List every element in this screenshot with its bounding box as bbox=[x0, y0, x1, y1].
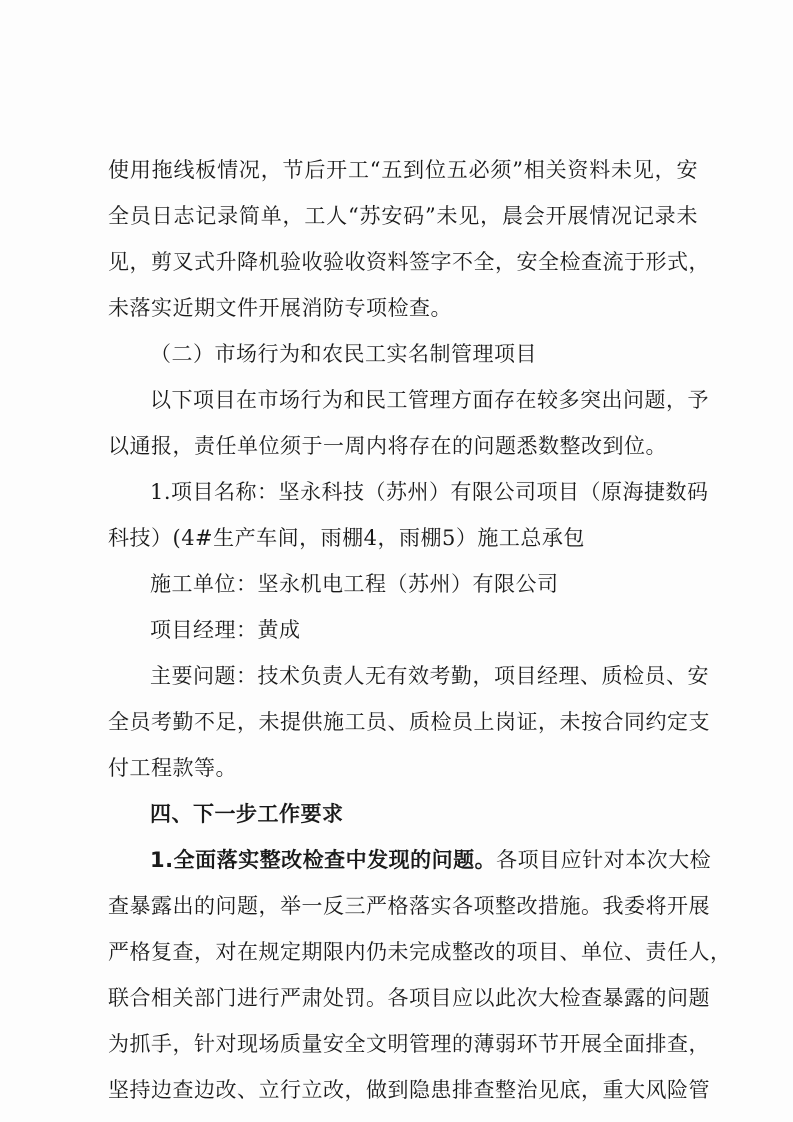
project-manager-line: 项目经理：黄成 bbox=[150, 618, 301, 642]
construction-unit-line: 施工单位：坚永机电工程（苏州）有限公司 bbox=[150, 572, 559, 596]
body-text-line: 以通报，责任单位须于一周内将存在的问题悉数整改到位。 bbox=[108, 434, 667, 458]
body-text-line: 联合相关部门进行严肃处罚。各项目应以此次大检查暴露的问题 bbox=[108, 986, 710, 1010]
main-issues-line: 主要问题：技术负责人无有效考勤，项目经理、质检员、安 bbox=[150, 664, 709, 688]
body-text-line: 全员日志记录简单，工人“苏安码”未见，晨会开展情况记录未 bbox=[108, 204, 698, 228]
body-text-line: 查暴露出的问题，举一反三严格落实各项整改措施。我委将开展 bbox=[108, 894, 710, 918]
main-issues-line: 付工程款等。 bbox=[108, 756, 237, 780]
main-issues-line: 全员考勤不足，未提供施工员、质检员上岗证，未按合同约定支 bbox=[108, 710, 710, 734]
project-name-line: 科技）(4#生产车间，雨棚4，雨棚5）施工总承包 bbox=[108, 526, 585, 550]
requirement-text: 各项目应针对本次大检 bbox=[496, 848, 712, 872]
body-text-line: 使用拖线板情况，节后开工“五到位五必须”相关资料未见，安 bbox=[108, 158, 698, 182]
body-text-line: 见，剪叉式升降机验收验收资料签字不全，安全检查流于形式， bbox=[108, 250, 710, 274]
section-subheading: （二）市场行为和农民工实名制管理项目 bbox=[150, 342, 537, 366]
section-heading: 四、下一步工作要求 bbox=[150, 802, 344, 826]
requirement-heading: 1.全面落实整改检查中发现的问题。 bbox=[150, 848, 497, 872]
body-text-line: 为抓手，针对现场质量安全文明管理的薄弱环节开展全面排查， bbox=[108, 1032, 710, 1056]
requirement-paragraph-first-line bbox=[150, 846, 712, 874]
body-text-line: 未落实近期文件开展消防专项检查。 bbox=[108, 296, 452, 320]
body-text-line: 严格复查，对在规定期限内仍未完成整改的项目、单位、责任人， bbox=[108, 940, 732, 964]
body-text-line: 坚持边查边改、立行立改，做到隐患排查整治见底，重大风险管 bbox=[108, 1078, 710, 1102]
body-text-line: 以下项目在市场行为和民工管理方面存在较多突出问题，予 bbox=[150, 388, 709, 412]
project-name-line: 1.项目名称：坚永科技（苏州）有限公司项目（原海捷数码 bbox=[150, 480, 709, 504]
